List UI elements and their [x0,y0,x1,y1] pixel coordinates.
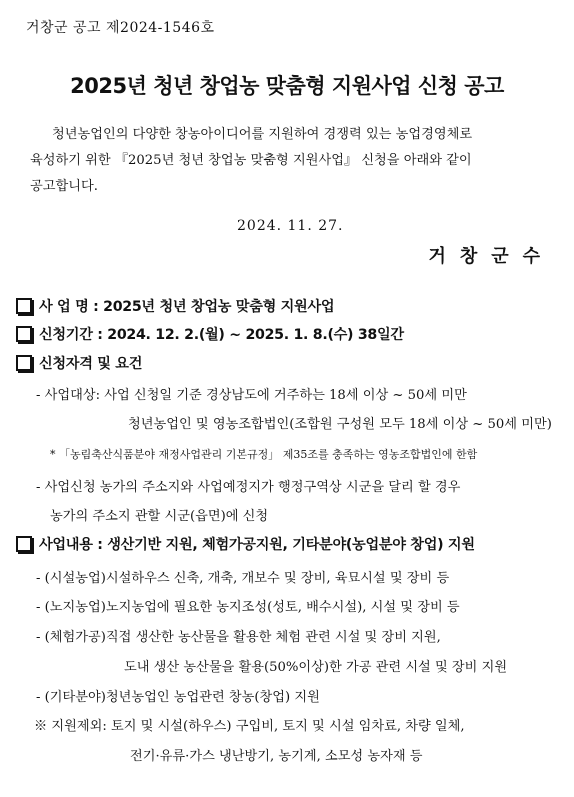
content-item-facility: - (시설농업)시설하우스 신축, 개축, 개보수 및 장비, 육묘시설 및 장비 등 [36,571,450,586]
exclusion-line-1: ※ 지원제외: 토지 및 시설(하우스) 구입비, 토지 및 시설 임차료, 차량 일체, [34,719,465,734]
content-item-openfield: - (노지농업)노지농업에 필요한 농지조성(성토, 배수시설), 시설 및 장비 등 [36,600,460,615]
intro-line-3: 공고합니다. [30,179,98,194]
eligibility-address-line-2: 농가의 주소지 관할 시군(읍면)에 신청 [50,509,269,524]
intro-line-1: 청년농업인의 다양한 창농아이디어를 지원하여 경쟁력 있는 농업경영체로 [52,127,473,142]
eligibility-note: * 「농림축산식품분야 재정사업관리 기본규정」 제35조를 충족하는 영농조합법인에 한함 [50,448,478,461]
section-project-name [16,296,334,316]
section-eligibility-text: 신청자격 및 요건 [39,356,143,372]
section-eligibility [16,353,142,373]
intro-line-2: 육성하기 위한 『2025년 청년 창업농 맞춤형 지원사업』 신청을 아래와 같이 [30,153,472,168]
content-item-experience-line-1: - (체험가공)직접 생산한 농산물을 활용한 체험 관련 시설 및 장비 지원, [36,630,441,645]
section-project-name-text: 사 업 명 : 2025년 청년 창업농 맞춤형 지원사업 [39,299,335,315]
section-content [16,534,475,554]
content-item-other: - (기타분야)청년농업인 농업관련 창농(창업) 지원 [36,690,320,705]
notice-title: 2025년 청년 창업농 맞춤형 지원사업 신청 공고 [70,74,504,98]
document-number: 거창군 공고 제2024-1546호 [26,20,215,36]
eligibility-target-line-2: 청년농업인 및 영농조합법인(조합원 구성원 모두 18세 이상 ~ 50세 미만) [128,417,552,432]
intro-paragraph [30,122,550,200]
checkbox-square-icon [16,536,32,552]
eligibility-target-line-1: - 사업대상: 사업 신청일 기준 경상남도에 거주하는 18세 이상 ~ 50세 미만 [36,388,467,403]
checkbox-square-icon [16,355,32,371]
eligibility-address-line-1: - 사업신청 농가의 주소지와 사업예정지가 행정구역상 시군을 달리 할 경우 [36,480,461,495]
content-item-experience-line-2: 도내 생산 농산물을 활용(50%이상)한 가공 관련 시설 및 장비 지원 [124,660,508,675]
section-period-text: 신청기간 : 2024. 12. 2.(월) ~ 2025. 1. 8.(수) 38일간 [39,327,404,343]
section-period [16,324,404,344]
checkbox-square-icon [16,326,32,342]
section-content-text: 사업내용 : 생산기반 지원, 체험가공지원, 기타분야(농업분야 창업) 지원 [39,537,475,553]
issuer-name: 거창군수 [428,246,554,267]
exclusion-line-2: 전기·유류·가스 냉난방기, 농기계, 소모성 농자재 등 [130,749,423,764]
notice-date: 2024. 11. 27. [237,218,344,234]
checkbox-square-icon [16,298,32,314]
